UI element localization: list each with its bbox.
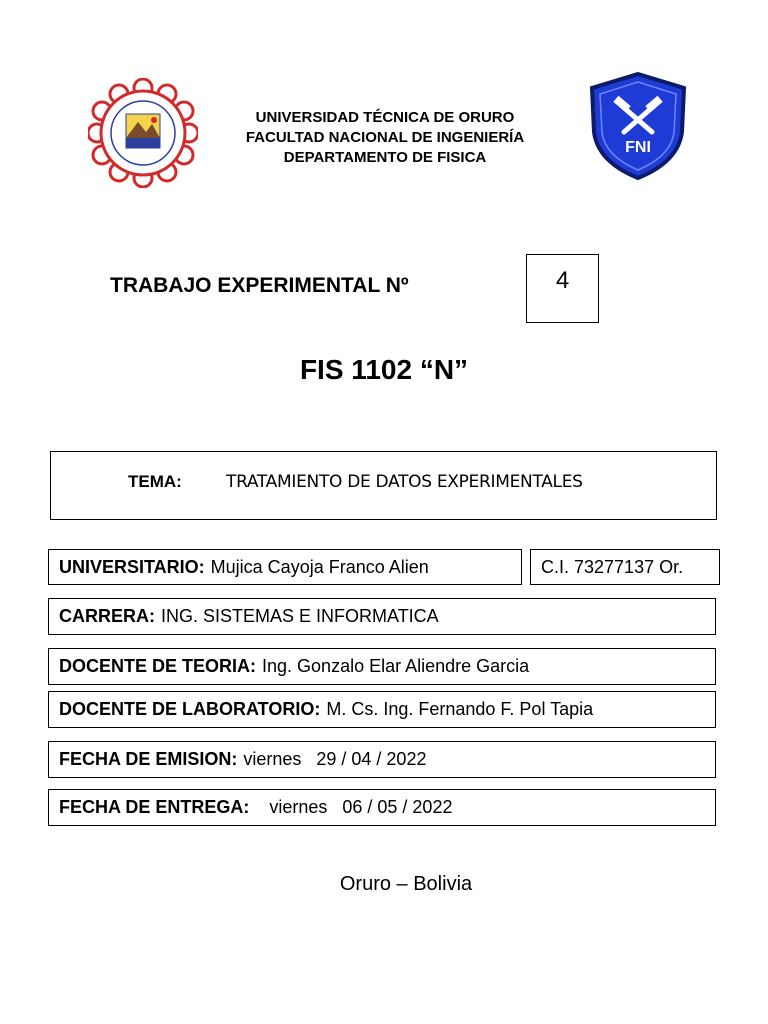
- student-label: UNIVERSITARIO:: [59, 556, 205, 577]
- topic-label: TEMA:: [128, 472, 182, 491]
- topic-box: [50, 451, 717, 520]
- due-date-field: [48, 789, 716, 826]
- theory-teacher-value: Ing. Gonzalo Elar Aliendre Garcia: [262, 656, 530, 676]
- university-name: UNIVERSIDAD TÉCNICA DE ORURO: [255, 109, 515, 126]
- topic-value: TRATAMIENTO DE DATOS EXPERIMENTALES: [226, 472, 583, 492]
- report-title: TRABAJO EXPERIMENTAL Nº: [110, 274, 409, 297]
- course-code: FIS 1102 “N”: [299, 354, 469, 385]
- student-value: Mujica Cayoja Franco Alien: [210, 556, 429, 577]
- id-value: C.I. 73277137 Or.: [541, 556, 684, 577]
- issue-date-label: FECHA DE EMISION:: [59, 749, 238, 769]
- theory-teacher-label: DOCENTE DE TEORIA:: [59, 656, 257, 676]
- report-number: 4: [526, 254, 599, 323]
- lab-teacher-label: DOCENTE DE LABORATORIO:: [59, 699, 321, 719]
- career-field: [48, 598, 716, 635]
- fni-logo-text: FNI: [625, 139, 651, 156]
- theory-teacher-field: [48, 648, 716, 685]
- career-label: CARRERA:: [59, 606, 155, 626]
- department-name: DEPARTAMENTO DE FISICA: [283, 149, 487, 166]
- issue-date-value: viernes 29 / 04 / 2022: [243, 749, 427, 769]
- university-seal-icon: [88, 78, 198, 188]
- institution-header: [200, 108, 570, 168]
- location-footer: Oruro – Bolivia: [339, 873, 473, 895]
- career-value: ING. SISTEMAS E INFORMATICA: [161, 606, 439, 626]
- due-date-value: viernes 06 / 05 / 2022: [269, 797, 453, 817]
- issue-date-field: [48, 741, 716, 778]
- due-date-label: FECHA DE ENTREGA:: [59, 797, 250, 817]
- fni-shield-icon: [586, 70, 690, 182]
- student-field: [48, 549, 522, 585]
- faculty-name: FACULTAD NACIONAL DE INGENIERÍA: [245, 129, 525, 146]
- id-field: [530, 549, 720, 585]
- lab-teacher-value: M. Cs. Ing. Fernando F. Pol Tapia: [326, 699, 594, 719]
- lab-teacher-field: [48, 691, 716, 728]
